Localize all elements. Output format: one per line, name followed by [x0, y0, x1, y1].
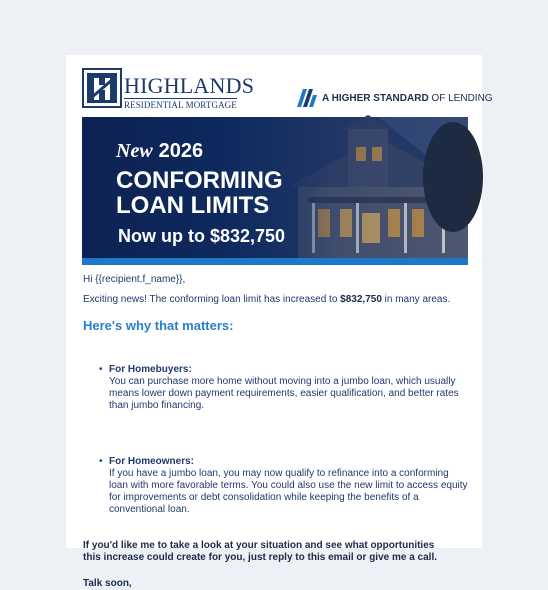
- intro-text-a: Exciting news! The conforming loan limit has increased to: [83, 294, 341, 305]
- hero-subtitle: Now up to $832,750: [118, 226, 286, 246]
- stripes-logo-icon: [297, 89, 319, 107]
- email-card: [66, 55, 493, 589]
- bullet-text: If you have a jumbo loan, you may now qualify to refinance into a conforming loan with more favorable terms. You could also use the new limit to access equity for improvements or debt consolidation while keeping the benefits of a conventional loan.: [109, 468, 468, 515]
- hero-year: 2026: [158, 140, 204, 162]
- hero-new-word: New: [116, 140, 153, 162]
- bullet-text: You can purchase more home without moving into a jumbo loan, which usually means lower down payment requirements, easier qualification, and better rates than jumbo financing.: [109, 376, 459, 411]
- signoff: Talk soon,: [83, 578, 132, 589]
- email-header: [82, 67, 493, 111]
- hero-title-line-2: LOAN LIMITS: [116, 192, 270, 219]
- tagline: [322, 93, 493, 104]
- bullet-title: For Homeowners:: [109, 456, 195, 467]
- highlands-logo-icon: [82, 68, 122, 108]
- greeting: Hi {{recipient.f_name}},: [83, 274, 186, 285]
- intro-text-b: in many areas.: [381, 294, 451, 305]
- hero-title-line-1: CONFORMING: [116, 167, 283, 194]
- list-item: [99, 364, 469, 412]
- logo-name: HIGHLANDS: [124, 73, 255, 98]
- hero-year-line: [116, 139, 203, 163]
- bullet-icon: •: [99, 456, 103, 467]
- bullet-icon: •: [99, 364, 103, 375]
- hero-banner: [82, 117, 468, 265]
- list-item: [99, 456, 469, 516]
- tagline-thin: OF LENDING: [428, 93, 493, 104]
- intro-paragraph: [83, 294, 450, 306]
- intro-amount: $832,750: [340, 294, 382, 305]
- logo-subtitle: RESIDENTIAL MORTGAGE: [124, 100, 237, 110]
- hero-title: [116, 168, 283, 218]
- closing-paragraph: If you'd like me to take a look at your situation and see what opportunities this increase could create for you, just reply to this email or give me a call.: [83, 540, 438, 563]
- hero-accent-bar: [82, 258, 468, 265]
- tagline-bold: A HIGHER STANDARD: [322, 93, 429, 104]
- bullet-title: For Homebuyers:: [109, 364, 192, 375]
- section-heading: Here's why that matters:: [83, 318, 234, 333]
